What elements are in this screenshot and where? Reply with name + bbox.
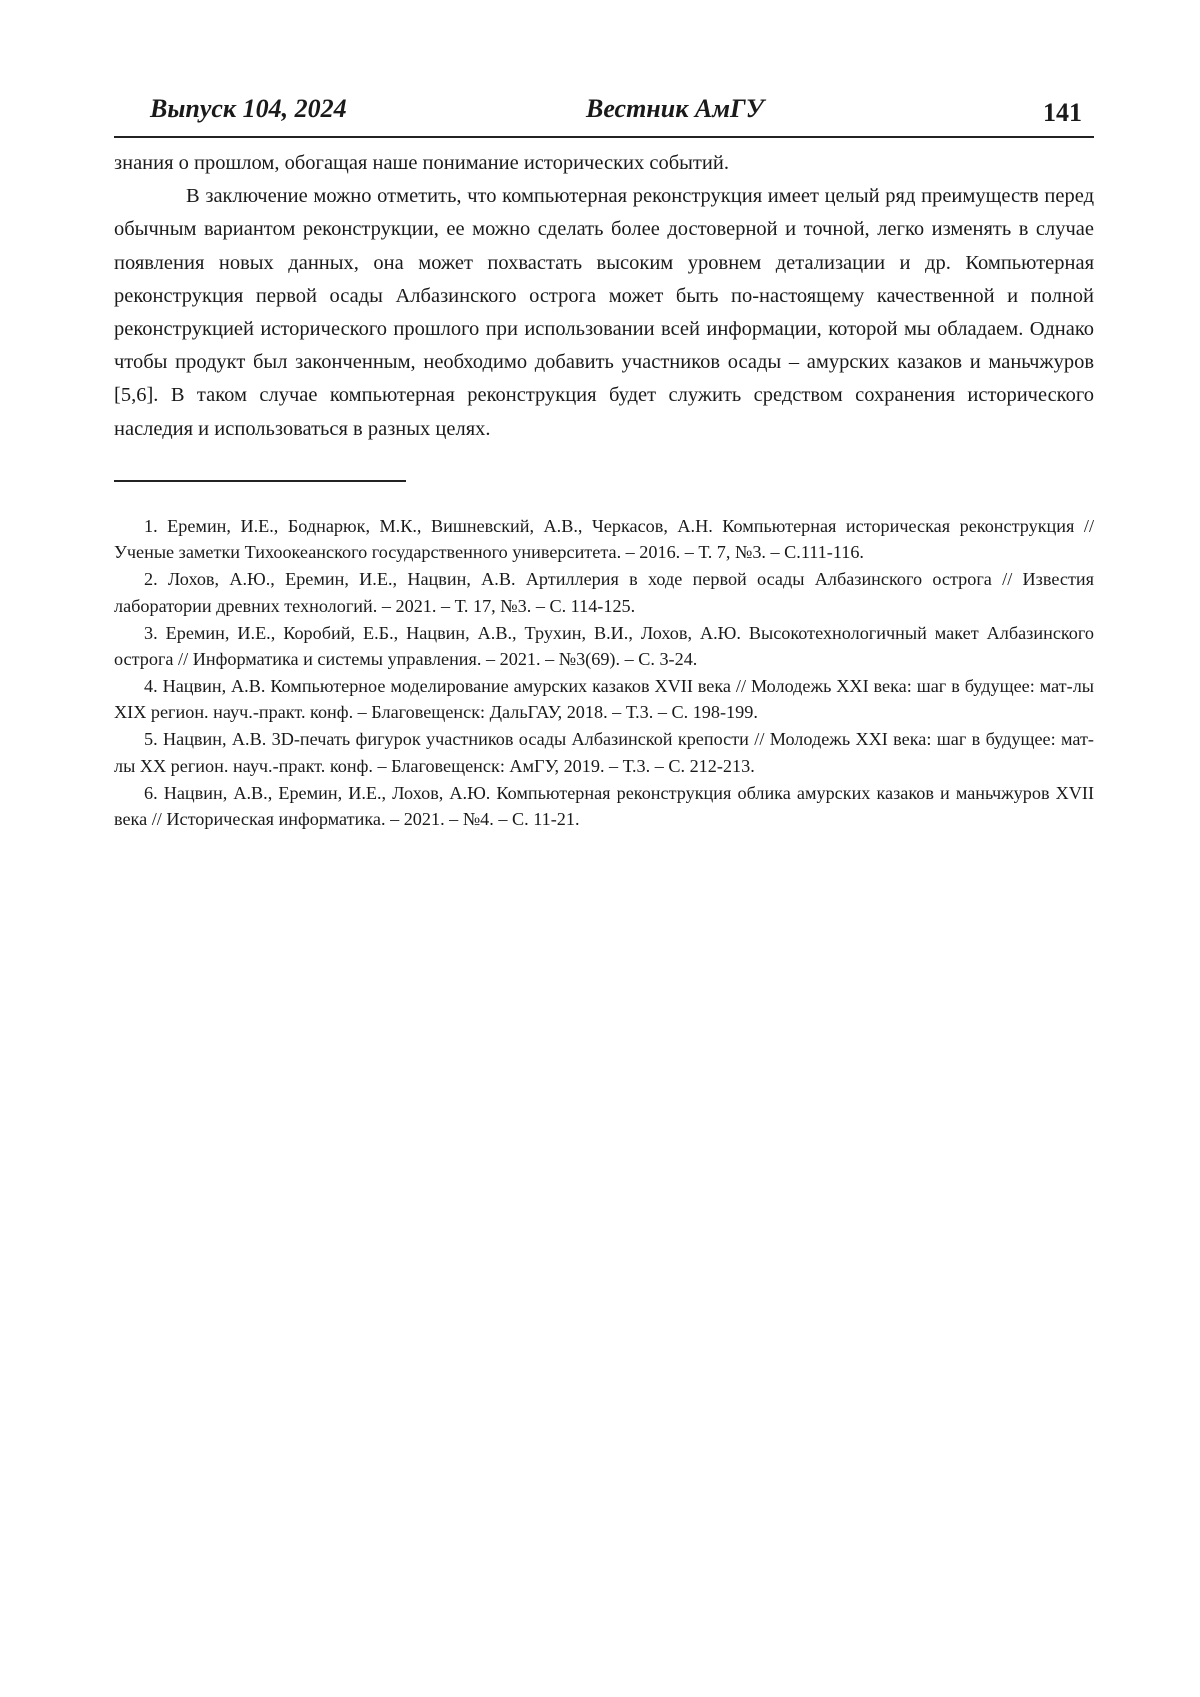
reference-item: 3. Еремин, И.Е., Коробий, Е.Б., Нацвин, А.В., Трухин, В.И., Лохов, А.Ю. Высокотехнологичный макет Албазинского острога // Информатика и системы управления. – 2021. – №3(69). – С. 3-24. [114, 622, 1094, 670]
reference-item: 4. Нацвин, А.В. Компьютерное моделирование амурских казаков XVII века // Молодежь XXI века: шаг в будущее: мат-лы XIX регион. науч.-практ. конф. – Благовещенск: ДальГАУ, 2018. – Т.3. – С. 198-199. [114, 675, 1094, 723]
issue-label: Выпуск 104, 2024 [150, 94, 347, 123]
reference-list [114, 513, 1094, 833]
journal-title: Вестник АмГУ [586, 94, 764, 123]
running-head [114, 88, 1094, 138]
page-number: 141 [1043, 98, 1082, 127]
reference-item: 5. Нацвин, А.В. 3D-печать фигурок участников осады Албазинской крепости // Молодежь XXI века: шаг в будущее: мат-лы XX регион. науч.-практ. конф. – Благовещенск: АмГУ, 2019. – Т.3. – С. 212-213. [114, 729, 1094, 776]
reference-item: 1. Еремин, И.Е., Боднарюк, М.К., Вишневский, А.В., Черкасов, А.Н. Компьютерная историческая реконструкция // Ученые заметки Тихоокеанского государственного университета. – 2016. – Т. 7, №3. – С.111-116. [114, 516, 1094, 563]
reference-item: 2. Лохов, А.Ю., Еремин, И.Е., Нацвин, А.В. Артиллерия в ходе первой осады Албазинского острога // Известия лаборатории древних технологий. – 2021. – Т. 17, №3. – С. 114-125. [114, 569, 1094, 616]
continuation-paragraph: знания о прошлом, обогащая наше понимание исторических событий. [114, 152, 729, 174]
references-divider [114, 480, 406, 482]
conclusion-paragraph: В заключение можно отметить, что компьютерная реконструкция имеет целый ряд преимуществ перед обычным вариантом реконструкции, ее можно сделать более достоверной и точной, легко изменять в случае появления новых данных, она может похвастать высоким уровнем детализации и др. Компьютерная реконструкция первой осады Албазинского острога может быть по-настоящему качественной и полной реконструкцией исторического прошлого при использовании всей информации, которой мы обладаем. Однако чтобы продукт был законченным, необходимо добавить участников осады – амурских казаков и маньчжуров [5,6]. В таком случае компьютерная реконструкция будет служить средством сохранения исторического наследия и использоваться в разных целях. [114, 185, 1094, 440]
reference-item: 6. Нацвин, А.В., Еремин, И.Е., Лохов, А.Ю. Компьютерная реконструкция облика амурских казаков и маньчжуров XVII века // Историческая информатика. – 2021. – №4. – С. 11-21. [114, 782, 1094, 829]
article-body [114, 147, 1094, 446]
